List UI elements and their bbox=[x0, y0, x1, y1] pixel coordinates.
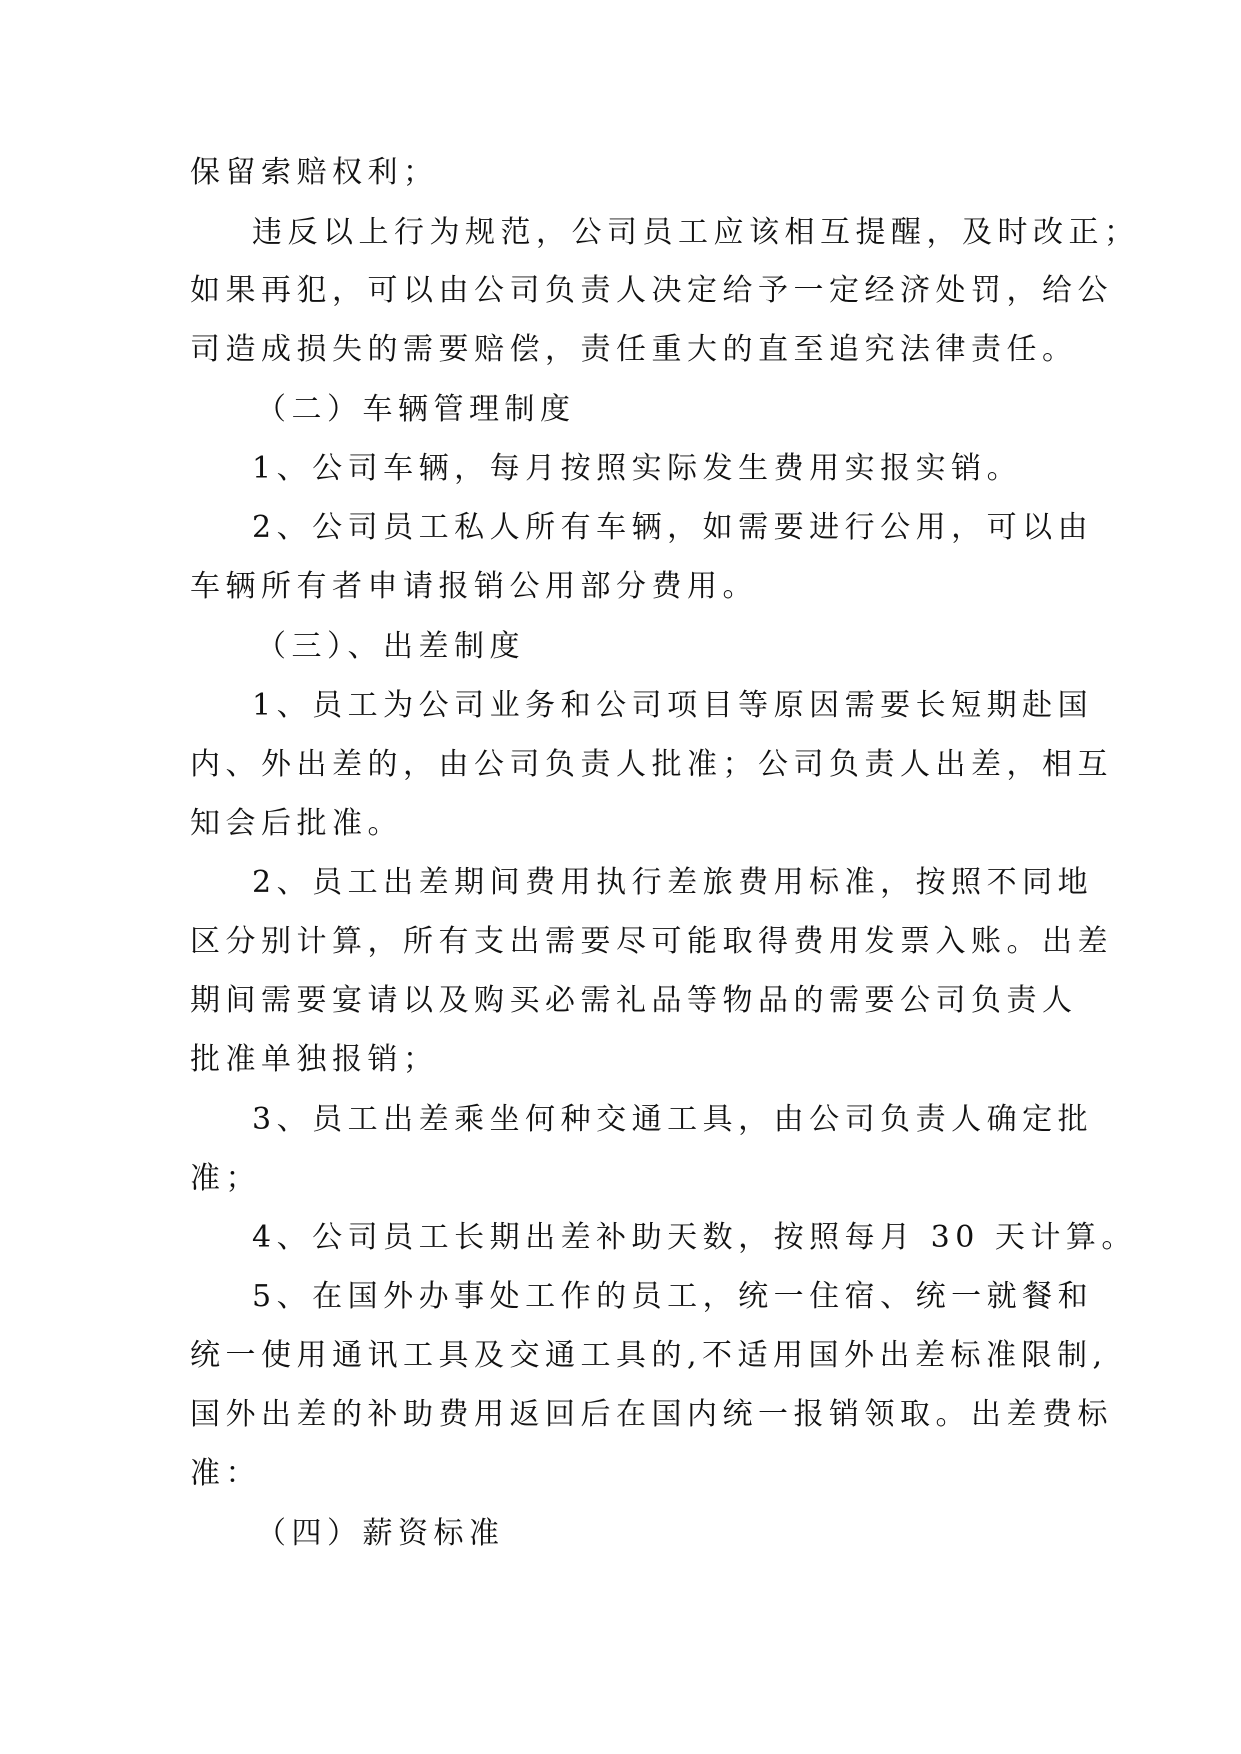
line-19: 4、公司员工长期出差补助天数，按照每月 30 天计算。 bbox=[252, 1220, 1137, 1255]
line-13: 2、员工出差期间费用执行差旅费用标准，按照不同地 bbox=[252, 865, 1094, 900]
line-10: 1、员工为公司业务和公司项目等原因需要长短期赴国 bbox=[252, 688, 1094, 723]
line-1: 保留索赔权利； bbox=[190, 155, 439, 190]
line-21: 统一使用通讯工具及交通工具的,不适用国外出差标准限制, bbox=[190, 1338, 1108, 1373]
line-20: 5、在国外办事处工作的员工，统一住宿、统一就餐和 bbox=[252, 1279, 1094, 1314]
line-12: 知会后批准。 bbox=[190, 806, 403, 841]
line-8: 车辆所有者申请报销公用部分费用。 bbox=[190, 569, 758, 604]
line-23: 准： bbox=[190, 1456, 261, 1491]
section-heading-vehicle: （二）车辆管理制度 bbox=[256, 392, 576, 427]
line-4: 司造成损失的需要赔偿，责任重大的直至追究法律责任。 bbox=[190, 332, 1078, 367]
line-15: 期间需要宴请以及购买必需礼品等物品的需要公司负责人 bbox=[190, 983, 1078, 1018]
line-17: 3、员工出差乘坐何种交通工具，由公司负责人确定批 bbox=[252, 1102, 1094, 1137]
section-heading-travel: （三）、出差制度 bbox=[256, 629, 525, 664]
line-18: 准； bbox=[190, 1161, 261, 1196]
section-heading-salary: （四）薪资标准 bbox=[256, 1516, 505, 1551]
line-16: 批准单独报销； bbox=[190, 1042, 439, 1077]
line-3: 如果再犯，可以由公司负责人决定给予一定经济处罚，给公 bbox=[190, 273, 1113, 308]
line-14: 区分别计算，所有支出需要尽可能取得费用发票入账。出差 bbox=[190, 924, 1113, 959]
line-7: 2、公司员工私人所有车辆，如需要进行公用，可以由 bbox=[252, 510, 1094, 545]
line-6: 1、公司车辆，每月按照实际发生费用实报实销。 bbox=[252, 451, 1023, 486]
line-2: 违反以上行为规范，公司员工应该相互提醒，及时改正； bbox=[252, 215, 1140, 250]
line-22: 国外出差的补助费用返回后在国内统一报销领取。出差费标 bbox=[190, 1397, 1113, 1432]
line-11: 内、外出差的，由公司负责人批准；公司负责人出差，相互 bbox=[190, 747, 1113, 782]
